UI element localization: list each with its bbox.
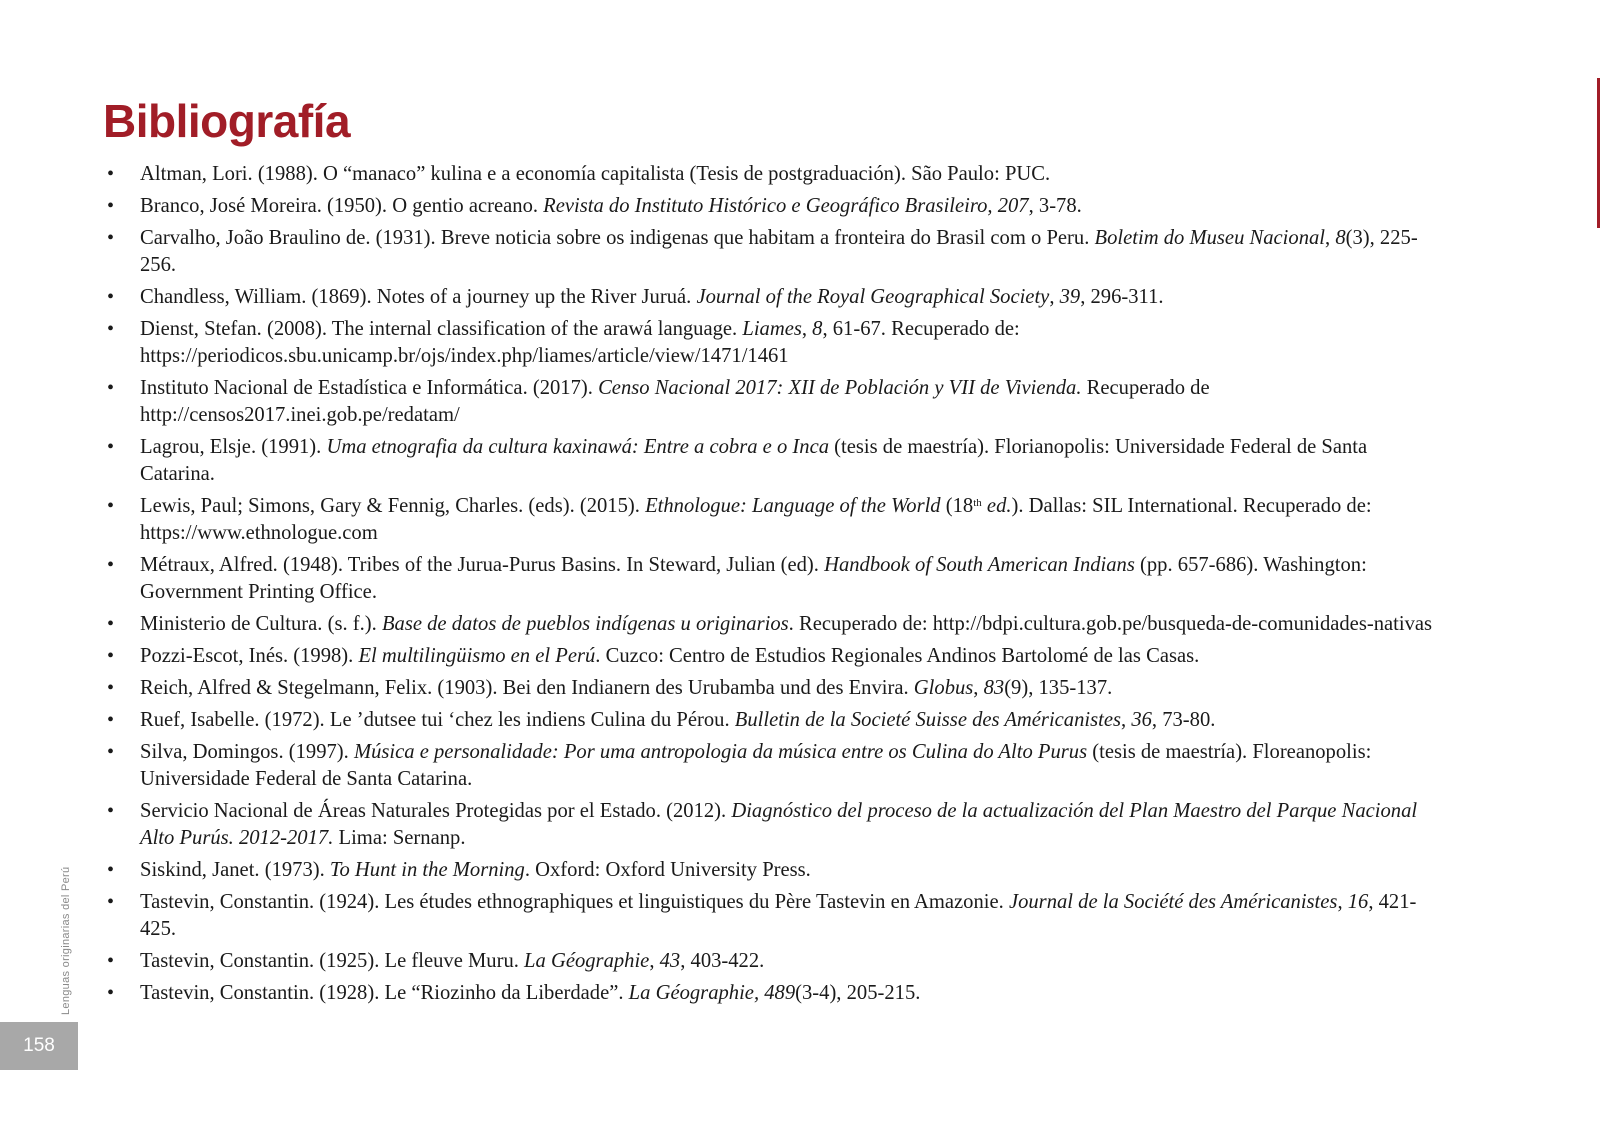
page-title: Bibliografía bbox=[103, 95, 351, 147]
entry-italic-segment: 36 bbox=[1131, 709, 1152, 731]
entry-italic-segment: 8 bbox=[1335, 227, 1346, 249]
running-head: Lenguas originarias del Perú bbox=[60, 866, 72, 1015]
entry-text-segment: , bbox=[1049, 286, 1060, 308]
entry-text-segment: Carvalho, João Braulino de. (1931). Breve noticia sobre os indigenas que habitam a fronteira do Brasil com o Peru. bbox=[140, 227, 1095, 249]
entry-italic-segment: Censo Nacional 2017: XII de Población y VII de Vivienda. bbox=[598, 377, 1082, 399]
entry-text-segment: Métraux, Alfred. (1948). Tribes of the Jurua-Purus Basins. In Steward, Julian (ed). bbox=[140, 554, 825, 576]
entry-text-segment: Lewis, Paul; Simons, Gary & Fennig, Charles. (eds). (2015). bbox=[140, 495, 646, 517]
bibliography-entry bbox=[140, 798, 1440, 852]
entry-text-segment: Silva, Domingos. (1997). bbox=[140, 741, 354, 763]
bibliography-entry bbox=[140, 493, 1440, 547]
entry-italic-segment: Diagnóstico del proceso de la actualización del Plan Maestro del Parque Nacional Alto Purús. 2012-2017. bbox=[140, 800, 1418, 849]
entry-text-segment: Tastevin, Constantin. (1928). Le “Riozinho da Liberdade”. bbox=[140, 982, 629, 1004]
entry-text-segment: (3-4), 205-215. bbox=[795, 982, 921, 1004]
entry-italic-segment: ed. bbox=[981, 495, 1012, 517]
entry-text-segment: (18 bbox=[940, 495, 974, 517]
bibliography-entry bbox=[140, 161, 1440, 188]
entry-text-segment: Ruef, Isabelle. (1972). Le ’dutsee tui ‘chez les indiens Culina du Pérou. bbox=[140, 709, 735, 731]
entry-text-segment: . Cuzco: Centro de Estudios Regionales Andinos Bartolomé de las Casas. bbox=[595, 645, 1200, 667]
entry-text-segment: , 421-425. bbox=[140, 891, 1417, 940]
entry-italic-segment: Journal of the Royal Geographical Society bbox=[696, 286, 1050, 308]
entry-text-segment: Recuperado de http://censos2017.inei.gob.pe/redatam/ bbox=[140, 377, 1210, 426]
page-number: 158 bbox=[0, 1022, 78, 1070]
entry-text-segment: . Recuperado de: http://bdpi.cultura.gob.pe/busqueda-de-comunidades-nativas bbox=[788, 613, 1433, 635]
entry-italic-segment: 8 bbox=[812, 318, 823, 340]
entry-superscript: th bbox=[973, 497, 982, 509]
bibliography-entry bbox=[140, 611, 1440, 638]
entry-text-segment: (tesis de maestría). Floreanopolis: Universidade Federal de Santa Catarina. bbox=[140, 741, 1372, 790]
entry-italic-segment: Boletim do Museu Nacional bbox=[1094, 227, 1326, 249]
entry-italic-segment: Bulletin de la Societé Suisse des Américanistes bbox=[734, 709, 1122, 731]
entry-text-segment: Siskind, Janet. (1973). bbox=[140, 859, 330, 881]
entry-text-segment: , bbox=[801, 318, 813, 340]
entry-italic-segment: 43 bbox=[659, 950, 681, 972]
entry-text-segment: (9), 135-137. bbox=[1004, 677, 1113, 699]
entry-text-segment: Tastevin, Constantin. (1924). Les études ethnographiques et linguistiques du Père Tastevin en Amazonie. bbox=[140, 891, 1009, 913]
entry-text-segment: Instituto Nacional de Estadística e Informática. (2017). bbox=[140, 377, 599, 399]
entry-text-segment: Lima: Sernanp. bbox=[333, 827, 466, 849]
entry-italic-segment: La Géographie bbox=[524, 950, 650, 972]
bibliography-entry bbox=[140, 857, 1440, 884]
entry-italic-segment: Journal de la Société des Américanistes bbox=[1008, 891, 1338, 913]
entry-text-segment: , bbox=[1337, 891, 1348, 913]
entry-text-segment: , bbox=[1121, 709, 1132, 731]
entry-italic-segment: 16 bbox=[1347, 891, 1369, 913]
entry-text-segment: Pozzi-Escot, Inés. (1998). bbox=[140, 645, 359, 667]
entry-text-segment: Reich, Alfred & Stegelmann, Felix. (1903). Bei den Indianern des Urubamba und des Envira. bbox=[140, 677, 914, 699]
entry-italic-segment: El multilingüismo en el Perú bbox=[358, 645, 596, 667]
entry-italic-segment: 83 bbox=[983, 677, 1005, 699]
entry-italic-segment: Uma etnografia da cultura kaxinawá: Entre a cobra e o Inca bbox=[326, 436, 830, 458]
entry-italic-segment: Base de datos de pueblos indígenas u originarios bbox=[381, 613, 789, 635]
entry-italic-segment: Revista do Instituto Histórico e Geográfico Brasileiro, 207 bbox=[543, 195, 1029, 217]
entry-text-segment: Branco, José Moreira. (1950). O gentio acreano. bbox=[140, 195, 544, 217]
entry-text-segment: Lagrou, Elsje. (1991). bbox=[140, 436, 327, 458]
bibliography-entry bbox=[140, 193, 1440, 220]
entry-text-segment: Chandless, William. (1869). Notes of a journey up the River Juruá. bbox=[140, 286, 697, 308]
entry-text-segment: ). Dallas: SIL International. Recuperado de: https://www.ethnologue.com bbox=[140, 495, 1372, 544]
entry-italic-segment: La Géographie, 489 bbox=[628, 982, 796, 1004]
bibliography-entry bbox=[140, 707, 1440, 734]
bibliography-entry bbox=[140, 948, 1440, 975]
entry-text-segment: (pp. 657-686). Washington: Government Printing Office. bbox=[140, 554, 1367, 603]
entry-text-segment: , 61-67. Recuperado de: https://periodicos.sbu.unicamp.br/ojs/index.php/liames/article/view/1471/1461 bbox=[140, 318, 1020, 367]
entry-italic-segment: To Hunt in the Morning bbox=[329, 859, 525, 881]
entry-text-segment: , bbox=[649, 950, 660, 972]
bibliography-entry bbox=[140, 225, 1440, 279]
bibliography-list bbox=[140, 161, 1440, 1012]
entry-text-segment: (3), 225-256. bbox=[140, 227, 1418, 276]
bibliography-entry bbox=[140, 284, 1440, 311]
entry-italic-segment: Ethnologue: Language of the World bbox=[645, 495, 941, 517]
bibliography-entry bbox=[140, 643, 1440, 670]
entry-text-segment: . Oxford: Oxford University Press. bbox=[524, 859, 811, 881]
entry-text-segment: Dienst, Stefan. (2008). The internal classification of the arawá language. bbox=[140, 318, 743, 340]
entry-text-segment: Servicio Nacional de Áreas Naturales Protegidas por el Estado. (2012). bbox=[140, 800, 732, 822]
entry-italic-segment: Handbook of South American Indians bbox=[824, 554, 1135, 576]
entry-text-segment: Tastevin, Constantin. (1925). Le fleuve Muru. bbox=[140, 950, 525, 972]
entry-text-segment: , bbox=[1325, 227, 1336, 249]
bibliography-entry bbox=[140, 434, 1440, 488]
entry-text-segment: , 403-422. bbox=[680, 950, 765, 972]
entry-italic-segment: Música e personalidade: Por uma antropologia da música entre os Culina do Alto Purus bbox=[353, 741, 1088, 763]
bibliography-entry bbox=[140, 675, 1440, 702]
bibliography-entry bbox=[140, 739, 1440, 793]
bibliography-entry bbox=[140, 552, 1440, 606]
entry-text-segment: Ministerio de Cultura. (s. f.). bbox=[140, 613, 382, 635]
entry-text-segment: , 3-78. bbox=[1028, 195, 1082, 217]
bibliography-entry bbox=[140, 889, 1440, 943]
bibliography-entry bbox=[140, 980, 1440, 1007]
entry-text-segment: , 73-80. bbox=[1151, 709, 1216, 731]
entry-text-segment: , bbox=[973, 677, 984, 699]
entry-italic-segment: Liames bbox=[742, 318, 802, 340]
bibliography-entry bbox=[140, 375, 1440, 429]
entry-italic-segment: 39 bbox=[1059, 286, 1081, 308]
entry-text-segment: , 296-311. bbox=[1080, 286, 1164, 308]
entry-text-segment: Altman, Lori. (1988). O “manaco” kulina e a economía capitalista (Tesis de postgraduación). São Paulo: PUC. bbox=[140, 163, 1051, 185]
entry-text-segment: (tesis de maestría). Florianopolis: Universidade Federal de Santa Catarina. bbox=[140, 436, 1368, 485]
bibliography-entry bbox=[140, 316, 1440, 370]
entry-italic-segment: Globus bbox=[913, 677, 974, 699]
